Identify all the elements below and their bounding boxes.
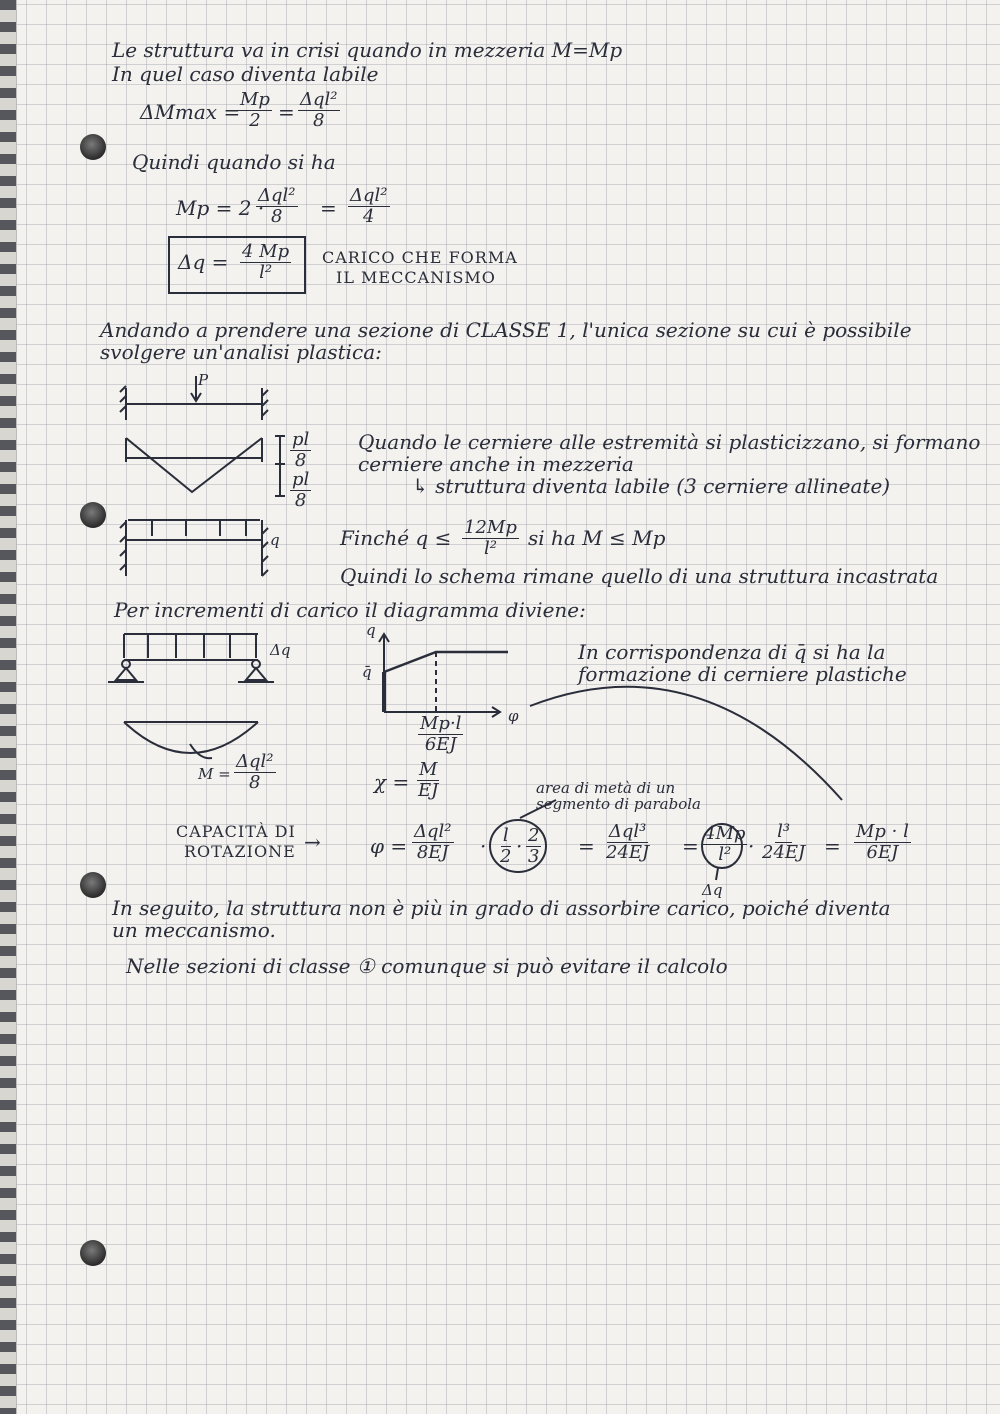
- formula-text: =: [278, 100, 295, 124]
- formula-text: φ =: [370, 834, 408, 858]
- note-line: ↳ struttura diventa labile (3 cerniere allineate): [412, 474, 891, 498]
- fraction: $\frac{4 Mp}{\text{l²}}$: [242, 241, 290, 283]
- note-line: Nelle sezioni di classe ① comunque si può evitare il calcolo: [126, 954, 728, 978]
- note-line: Quando le cerniere alle estremità si plasticizzano, si formano: [358, 430, 981, 454]
- formula-text: ·: [516, 834, 523, 858]
- annotation: Δq: [702, 881, 723, 899]
- fraction: $\frac{12Mp}{\text{l²}}$: [464, 517, 517, 559]
- note-line: In corrispondenza di q̄ si ha la: [578, 640, 886, 664]
- fraction: Δql² 8: [300, 89, 338, 131]
- punch-hole: [80, 872, 106, 898]
- note-line: formazione di cerniere plastiche: [578, 662, 907, 686]
- fraction: Δql² 8: [236, 751, 274, 793]
- spiral-binding: [0, 0, 17, 1414]
- formula-text: ΔMmax =: [140, 100, 241, 124]
- axis-label: φ: [508, 707, 519, 725]
- load-label: q: [270, 531, 280, 549]
- note-line: Le struttura va in crisi quando in mezzeria M=Mp: [112, 38, 623, 62]
- note-line: svolgere un'analisi plastica:: [100, 340, 382, 364]
- caption: ROTAZIONE: [184, 842, 296, 861]
- fraction: $\frac{M}{EJ}$: [418, 759, 439, 801]
- annotation: area di metà di un: [536, 779, 676, 797]
- note-line: In quel caso diventa labile: [112, 62, 379, 86]
- formula-text: Δq =: [178, 250, 229, 274]
- punch-hole: [80, 1240, 106, 1266]
- note-line: Quindi quando si ha: [132, 150, 336, 174]
- load-label: P: [198, 371, 209, 389]
- axis-label: q: [366, 621, 376, 639]
- formula-text: si ha M ≤ Mp: [528, 526, 666, 550]
- note-line: In seguito, la struttura non è più in grado di assorbire carico, poiché diventa: [112, 896, 891, 920]
- note-line: un meccanismo.: [112, 918, 276, 942]
- formula-text: =: [578, 834, 595, 858]
- formula-text: χ =: [374, 770, 410, 794]
- formula-text: =: [320, 196, 337, 220]
- fraction: $\frac{Mp}{2}$: [240, 89, 270, 131]
- formula-text: Mp = 2 ·: [176, 196, 265, 220]
- caption: CARICO CHE FORMA: [322, 248, 518, 267]
- load-label: Δq: [270, 641, 291, 659]
- formula-text: ·: [480, 834, 487, 858]
- formula-text: ·: [748, 834, 755, 858]
- fraction: Δql² 4: [350, 185, 388, 227]
- fraction: $\frac{l}{2}$: [500, 825, 512, 867]
- caption: IL MECCANISMO: [336, 268, 496, 287]
- note-line: Per incrementi di carico il diagramma diviene:: [114, 598, 586, 622]
- formula-text: =: [682, 834, 699, 858]
- fraction: Δql³ 24EJ: [606, 821, 650, 863]
- formula-text: Finché q ≤: [340, 526, 452, 550]
- moment-label: M =: [198, 765, 231, 783]
- punch-hole: [80, 134, 106, 160]
- note-line: Andando a prendere una sezione di CLASSE 1, l'unica sezione su cui è possibile: [100, 318, 912, 342]
- fraction: Δql² 8EJ: [414, 821, 452, 863]
- punch-hole: [80, 502, 106, 528]
- arrow-text: →: [304, 830, 321, 854]
- fraction: $\frac{\text{l³}}{24EJ}$: [762, 821, 806, 863]
- fraction: $\frac{4Mp}{\text{l²}}$: [704, 823, 746, 865]
- annotation: segmento di parabola: [536, 795, 701, 813]
- note-line: Quindi lo schema rimane quello di una struttura incastrata: [340, 564, 939, 588]
- fraction: $\frac{pl}{8}$: [292, 469, 310, 511]
- fraction: $\frac{Mp\cdot l}{6EJ}$: [420, 713, 462, 755]
- note-line: cerniere anche in mezzeria: [358, 452, 634, 476]
- formula-text: =: [824, 834, 841, 858]
- axis-label: q̄: [362, 663, 372, 681]
- fraction: $\frac{2}{3}$: [528, 825, 540, 867]
- fraction: $\frac{Mp \cdot l}{6EJ}$: [856, 821, 909, 863]
- fraction: Δql² 8: [258, 185, 296, 227]
- caption: CAPACITÀ DI: [176, 822, 296, 841]
- fraction: $\frac{pl}{8}$: [292, 429, 310, 471]
